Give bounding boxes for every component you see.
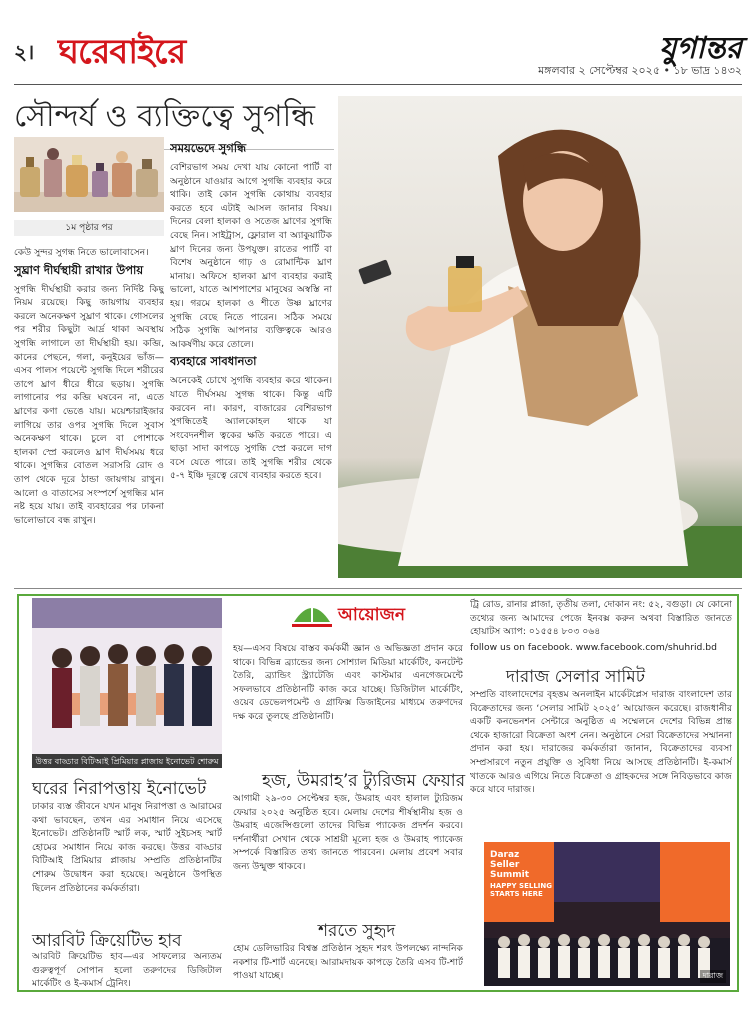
dateline: মঙ্গলবার ২ সেপ্টেম্বর ২০২৫ • ১৮ ভাদ্র ১৪৩২ — [538, 64, 742, 77]
masthead-logo: যুগান্তর — [659, 31, 742, 66]
innovate-headline: ঘরের নিরাপত্তায় ইনোভেট — [32, 779, 207, 799]
shuhrid-continued — [470, 598, 732, 656]
daraz-headline: দারাজ সেলার সামিট — [506, 667, 645, 687]
page-header — [14, 24, 742, 82]
page-number: ২। — [14, 40, 35, 64]
section-title: ঘরেবাইরে — [58, 32, 186, 72]
showroom-inauguration-image — [32, 598, 222, 754]
model-with-perfume-image — [338, 96, 742, 578]
ayojon-leaf-icon — [290, 596, 334, 630]
header-rule — [14, 84, 742, 85]
arbit-body: আরবিট ক্রিয়েটিভ হাব—এর সাফল্যের অন্যতম গুরুত্বপূর্ণ সোপান হলো তরুণদের ডিজিটাল মার্কেটিং ও ই-কমার্স ট্রেনিং। — [32, 951, 222, 990]
body-timing: বেশিরভাগ সময় দেখা যায় কোনো পার্টি বা অনুষ্ঠানে যাওয়ার আগে সুগন্ধি ব্যবহার করে থাকি। তাই কোন সুগন্ধি কোথায় ব্যবহার করতে হবে এটাই আসল জানার বিষয়। দিনের বেলা হালকা ও সতেজ ঘ্রাণের সুগন্ধি বেছে নিন। সাইট্রাস, ফ্লোরাল বা অ্যাকুয়াটিক ঘ্রাণ দিনের জন্য উপযুক্ত। রাতের পার্টি বা বিশেষ অনুষ্ঠানে গাঢ় ও রোমান্টিক ঘ্রাণ মানায়। অফিসে হালকা ঘ্রাণ ব্যবহার করাই ভালো, যাতে আশপাশের মানুষের অস্বস্তি না হয়। গরমে হালকা ও শীতে উষ্ণ ঘ্রাণের সুগন্ধি বেছে নিতে পারেন। সঠিক সময়ে সঠিক সুগন্ধি আপনার ব্যক্তিত্বকে আরও আকর্ষণীয় করে তোলে। — [170, 162, 332, 350]
innovate-body: ঢাকার ব্যস্ত জীবনে যখন মানুষ নিরাপত্তা ও আরামের কথা ভাবছেন, তখন এর সমাধান নিয়ে এসেছে ইনোভেট। প্রতিষ্ঠানটি স্মার্ট লক, স্মার্ট সুইচসহ স্মার্ট হোমের সমাধান নিয়ে কাজ করছে। উত্তর বাড্ডার বিটিআই প্রিমিয়ার প্লাজায় সম্প্রতি প্রতিষ্ঠানটির শোরুম উদ্বোধন করা হয়েছে। অনুষ্ঠানে উপস্থিত ছিলেন প্রতিষ্ঠানের কর্মকর্তারা। — [32, 801, 222, 894]
subhead-timing: সময়ভেদে সুগন্ধি — [170, 141, 247, 155]
body-caution: অনেকেই চোখে সুগন্ধি ব্যবহার করে থাকেন। যাতে দীর্ঘসময় সুগন্ধ থাকে। কিন্তু এটি করবেন না। কারণ, বাজারের বেশিরভাগ সুগন্ধিতেই অ্যালকোহল থাকে যা সংবেদনশীল ত্বকের ক্ষতি করতে পারে। এ ছাড়া সাদা কাপড়ে সুগন্ধি স্প্রে করলে দাগ বসে যেতে পারে। তাই সুগন্ধি শরীর থেকে ৫-৭ ইঞ্চি দূরত্বে রেখে ব্যবহার করতে হবে। — [170, 375, 332, 482]
body-long-lasting: সুগন্ধি দীর্ঘস্থায়ী করার জন্য নির্দিষ্ট কিছু নিয়ম রয়েছে। কিছু জায়গায় ব্যবহার করলে অনেকক্ষণ সুঘ্রাণ থাকে। গোসলের পর শরীর কিছুটা আর্দ্র থাকা অবস্থায় সুগন্ধি লাগালে তা দীর্ঘস্থায়ী হয়। কব্জি, কানের পেছনে, গলা, কনুইয়ের ভাঁজ—এসব পালস পয়েন্টে সুগন্ধি দিলে শরীরের তাপে ঘ্রাণ ধীরে ধীরে ছড়ায়। সুগন্ধি লাগানোর পর কব্জি ঘষবেন না, এতে ঘ্রাণের কণা ভেঙে যায়। ময়েশ্চারাইজার লাগিয়ে তার ওপর সুগন্ধি দিলে সুবাস অনেকক্ষণ থাকে। চুলে বা পোশাকে হালকা স্প্রে করলেও ঘ্রাণ দীর্ঘসময় ধরে থাকে। সুগন্ধির বোতল সরাসরি রোদ ও তাপ থেকে দূরে ঠান্ডা জায়গায় রাখুন। আলো ও বাতাসের সংস্পর্শে সুগন্ধির মান নষ্ট হয়ে যায়। তাই ব্যবহারের পর ঢাকনা ভালোভাবে বন্ধ রাখুন। — [14, 283, 164, 526]
feature-headline: সৌন্দর্য ও ব্যক্তিত্বে সুগন্ধি — [14, 92, 334, 150]
subhead-long-lasting: সুঘ্রাণ দীর্ঘস্থায়ী রাখার উপায় — [14, 262, 144, 277]
subhead-caution: ব্যবহারে সাবধানতা — [170, 354, 257, 369]
daraz-body: সম্প্রতি বাংলাদেশের বৃহত্তম অনলাইন মার্কেটপ্লেস দারাজ বাংলাদেশ তার বিক্রেতাদের জন্য ‘সেলার সামিট ২০২৫’ আয়োজন করেছে। রাজধানীর একটি কনভেনশন সেন্টারে অনুষ্ঠিত এ সম্মেলনে দেশের বিভিন্ন প্রান্ত থেকে হাজারো বিক্রেতা অংশ নেন। অনুষ্ঠানে সেরা বিক্রেতাদের সম্মাননা প্রদান করা হয়। দারাজের কর্মকর্তারা জানান, বিক্রেতাদের ব্যবসা সম্প্রসারণে নতুন প্রযুক্তি ও সুবিধা নিয়ে আসছে প্রতিষ্ঠানটি। ই-কমার্স খাতকে আরও এগিয়ে নিতে বিক্রেতা ও গ্রাহকদের সঙ্গে নিবিড়ভাবে কাজ করে যাবে দারাজ। — [470, 689, 732, 796]
shuhrid-address: ট্রি রোড, রানার প্লাজা, তৃতীয় তলা, দোকান নং: ৫২, বগুড়া। যে কোনো তথ্যের জন্য আমাদের পেজে ইনবক্স করুন অথবা বিস্তারিত জানতে হোয়াটস অ্যাপ: ০১৫৫৪ ৮০৩ ০৬৪ — [470, 599, 732, 638]
hajj-fair-headline: হজ, উমরাহ’র ট্যুরিজম ফেয়ার — [262, 771, 466, 791]
daraz-photo-label: দারাজ — [700, 970, 726, 983]
article-column-left — [14, 246, 164, 578]
daraz-summit-image — [484, 842, 730, 986]
shuhrid-body: হোম ডেলিভারির বিশ্বস্ত প্রতিষ্ঠান সুহৃদ শরৎ উপলক্ষ্যে নান্দনিক নকশার টি-শার্ট এনেছে। আরামদায়ক কাপড়ে তৈরি এসব টি-শার্ট পাওয়া যাচ্ছে। — [233, 943, 463, 982]
photo-caption: ১ম পৃষ্ঠার পর — [14, 220, 164, 236]
daraz-banner-text: Daraz Seller Summit — [490, 850, 530, 880]
hajj-fair-body: আগামী ২৯-৩০ সেপ্টেম্বর হজ, উমরাহ এবং হালাল ট্যুরিজম ফেয়ার ২০২৫ অনুষ্ঠিত হবে। মেলায় দেশের শীর্ষস্থানীয় হজ ও উমরাহ এজেন্সিগুলো তাদের বিভিন্ন প্যাকেজ প্রদর্শন করবে। দর্শনার্থীরা সেখান থেকে সাশ্রয়ী মূল্যে হজ ও উমরাহ প্যাকেজ সম্পর্কে বিস্তারিত তথ্য জানতে পারবেন। মেলায় প্রবেশ সবার জন্য উন্মুক্ত থাকবে। — [233, 793, 463, 872]
arbit-headline: আরবিট ক্রিয়েটিভ হাব — [32, 931, 182, 951]
arbit-continued-body: হয়—এসব বিষয়ে বাস্তব কর্মকর্মী জ্ঞান ও অভিজ্ঞতা প্রদান করে থাকে। বিভিন্ন ব্র্যান্ডের জন্য সোশ্যাল মিডিয়া মার্কেটিং, কনটেন্ট তৈরি, ব্র্যান্ডিং স্ট্র্যাটেজি এবং কাস্টমার এনগেজমেন্টে সফলভাবে প্রতিষ্ঠানটি কাজ করে যাচ্ছে। ডিজিটাল মার্কেটিং, ওয়েব ডেভেলপমেন্ট ও গ্রাফিক্স ডিজাইনের মাধ্যমে তরুণদের দক্ষ করে তুলছে প্রতিষ্ঠানটি। — [233, 643, 463, 722]
facebook-link[interactable]: follow us on facebook. www.facebook.com/shuhrid.bd — [470, 641, 717, 653]
article-lead: কেউ সুন্দর সুগন্ধ নিতে ভালোবাসেন। — [14, 247, 149, 258]
perfume-bottles-image — [14, 137, 164, 212]
event-photo-caption: উত্তর বাড্ডার বিটিআই প্রিমিয়ার প্লাজায় ইনোভেট শোরুম উদ্বোধন — [32, 754, 222, 768]
shuhrid-headline: শরতে সুহৃদ — [318, 921, 396, 941]
ayojon-label: আয়োজন — [338, 605, 405, 625]
ayojon-logo — [290, 596, 440, 632]
section-rule — [14, 588, 742, 589]
daraz-banner-tagline: HAPPY SELLING STARTS HERE — [490, 882, 552, 898]
article-column-middle — [170, 138, 332, 576]
